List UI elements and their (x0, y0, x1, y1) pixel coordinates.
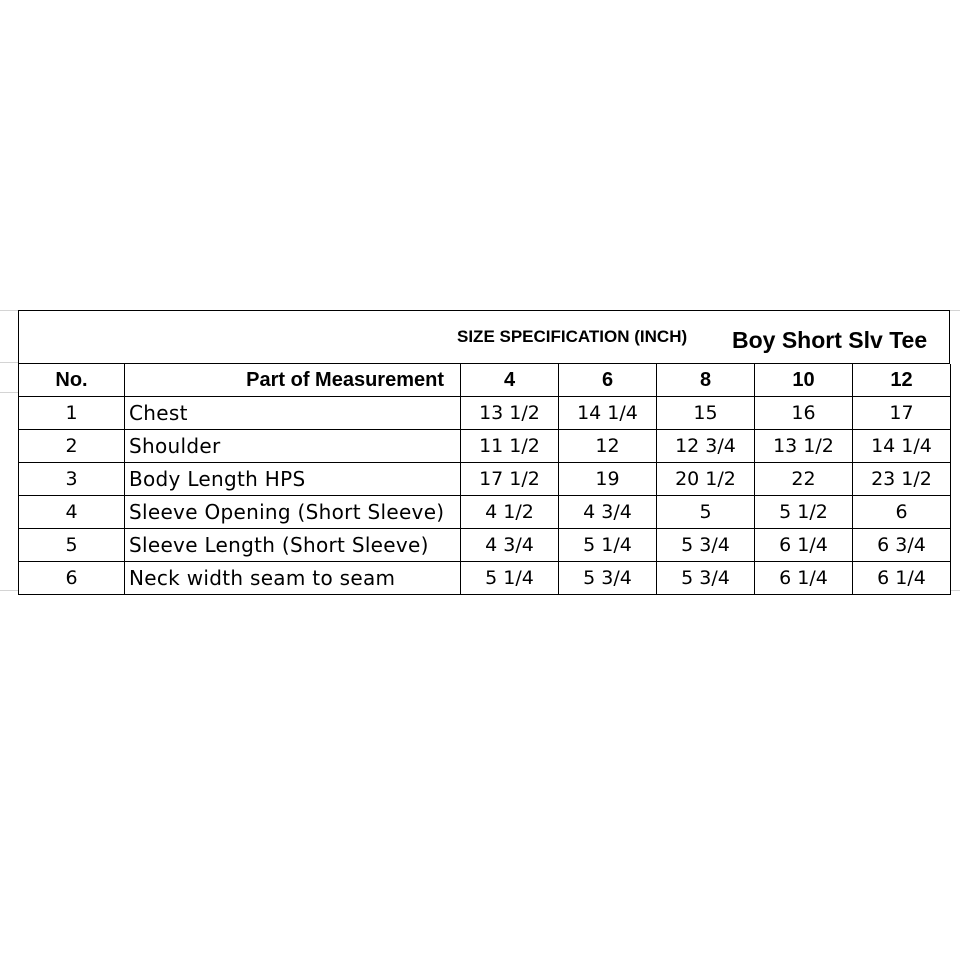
table-row (19, 562, 951, 595)
size-value: 13 1/2 (755, 430, 853, 463)
size-value: 11 1/2 (461, 430, 559, 463)
gridline (0, 310, 18, 311)
size-header: 4 (461, 364, 559, 397)
size-header: 8 (657, 364, 755, 397)
header-row (19, 364, 951, 397)
gridline (0, 362, 18, 363)
gridline (950, 590, 960, 591)
measurement-table (18, 364, 951, 595)
measurement-part: Sleeve Length (Short Sleeve) (125, 529, 461, 562)
size-value: 5 1/4 (559, 529, 657, 562)
size-value: 22 (755, 463, 853, 496)
size-header: 12 (853, 364, 951, 397)
measurement-part: Chest (125, 397, 461, 430)
gridline (0, 392, 18, 393)
size-header: 6 (559, 364, 657, 397)
size-value: 17 (853, 397, 951, 430)
size-value: 6 1/4 (853, 562, 951, 595)
size-value: 5 1/4 (461, 562, 559, 595)
title-row (18, 310, 950, 364)
table-row (19, 496, 951, 529)
row-number: 1 (19, 397, 125, 430)
measurement-part: Sleeve Opening (Short Sleeve) (125, 496, 461, 529)
size-value: 4 1/2 (461, 496, 559, 529)
size-value: 4 3/4 (461, 529, 559, 562)
size-value: 5 3/4 (657, 529, 755, 562)
size-value: 5 3/4 (559, 562, 657, 595)
size-value: 4 3/4 (559, 496, 657, 529)
size-value: 23 1/2 (853, 463, 951, 496)
spec-title: SIZE SPECIFICATION (INCH) (457, 327, 688, 346)
table-row (19, 529, 951, 562)
row-number: 5 (19, 529, 125, 562)
measurement-part: Neck width seam to seam (125, 562, 461, 595)
row-number: 6 (19, 562, 125, 595)
size-value: 6 (853, 496, 951, 529)
size-value: 6 1/4 (755, 529, 853, 562)
size-value: 17 1/2 (461, 463, 559, 496)
table-row (19, 463, 951, 496)
size-value: 20 1/2 (657, 463, 755, 496)
size-value: 19 (559, 463, 657, 496)
gridline (950, 310, 960, 311)
size-value: 14 1/4 (559, 397, 657, 430)
table-row (19, 430, 951, 463)
row-number: 3 (19, 463, 125, 496)
size-value: 6 1/4 (755, 562, 853, 595)
gridline (0, 590, 18, 591)
size-value: 5 3/4 (657, 562, 755, 595)
table-row (19, 397, 951, 430)
size-value: 12 (559, 430, 657, 463)
size-value: 15 (657, 397, 755, 430)
size-value: 16 (755, 397, 853, 430)
size-value: 6 3/4 (853, 529, 951, 562)
no-header: No. (19, 364, 125, 397)
row-number: 4 (19, 496, 125, 529)
size-value: 5 1/2 (755, 496, 853, 529)
product-title: Boy Short Slv Tee (732, 327, 928, 353)
part-header: Part of Measurement (125, 364, 461, 397)
measurement-part: Body Length HPS (125, 463, 461, 496)
size-header: 10 (755, 364, 853, 397)
size-spec-sheet (18, 310, 950, 595)
measurement-part: Shoulder (125, 430, 461, 463)
size-value: 5 (657, 496, 755, 529)
size-value: 12 3/4 (657, 430, 755, 463)
size-value: 14 1/4 (853, 430, 951, 463)
size-value: 13 1/2 (461, 397, 559, 430)
row-number: 2 (19, 430, 125, 463)
